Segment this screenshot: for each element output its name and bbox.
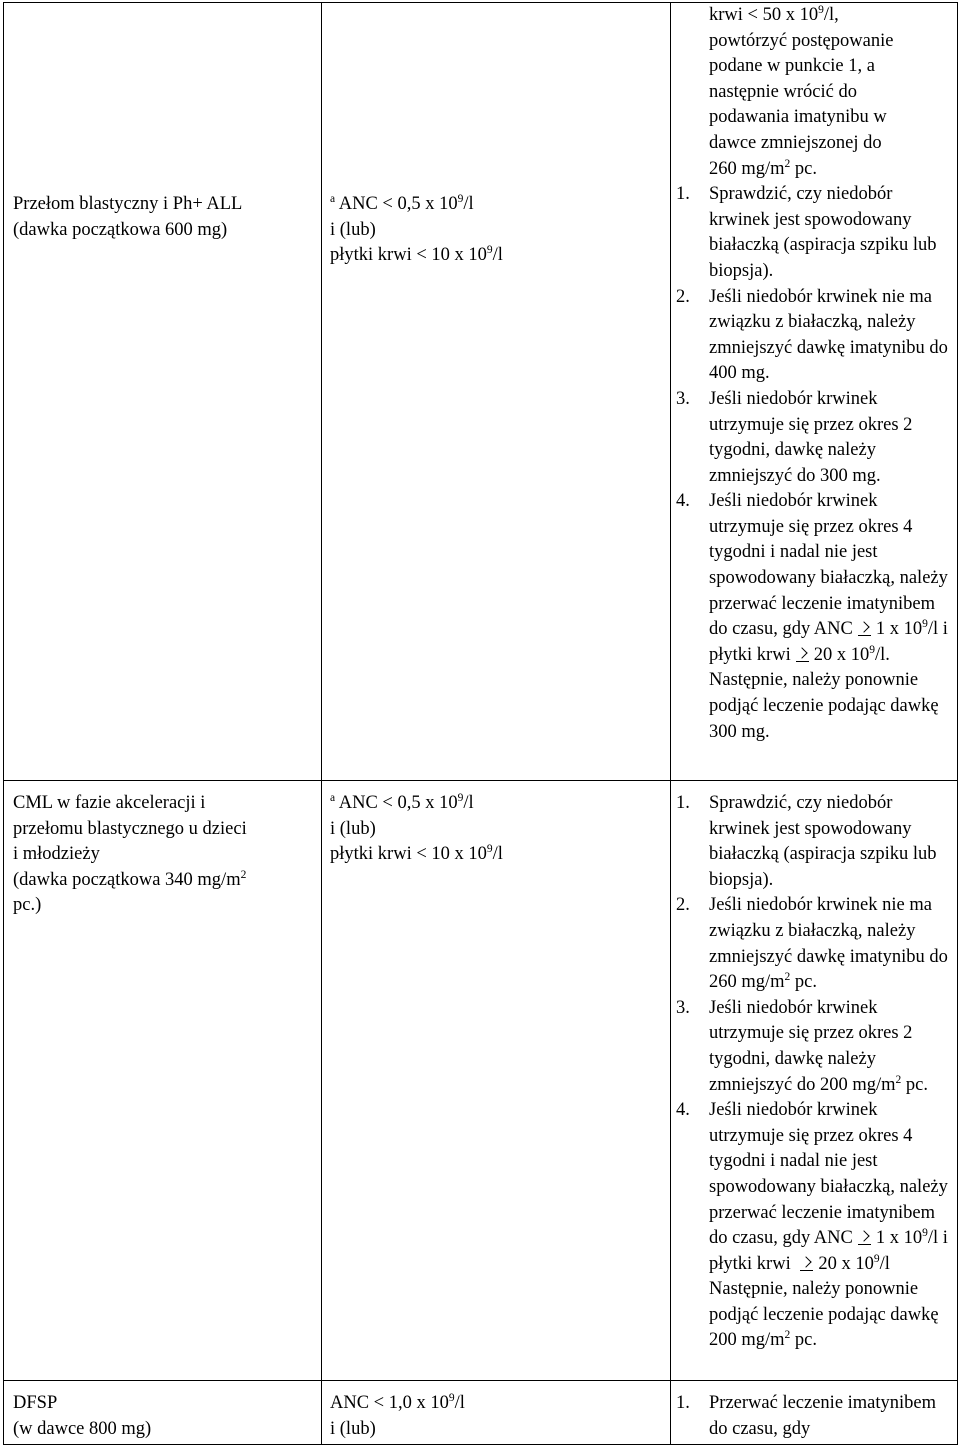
toxicity-cell: [322, 781, 671, 1381]
anc-threshold: $^a$ ANC < 0,5 x $10^9/l$: [330, 193, 474, 214]
list-item: 1. Sprawdzić, czy niedobór krwinek jest spowodowany białaczką (aspiracja szpiku lub biopsja).: [676, 184, 937, 281]
greater-equal-icon: [796, 648, 809, 662]
and-or-label: i (lub): [330, 818, 376, 839]
anc-threshold: ANC < 1,0 x $10^9/l$: [330, 1392, 465, 1413]
table-row: [4, 3, 958, 781]
greater-equal-icon: [800, 1257, 813, 1271]
action-cell: [671, 1381, 958, 1445]
list-item: 1. Przerwać leczenie imatynibem do czasu, gdy: [676, 1393, 937, 1439]
list-item: 2. Jeśli niedobór krwinek nie ma związku z białaczką, należy zmniejszyć dawkę imatynibu do 400 mg.: [676, 286, 948, 384]
dose-adjustment-table: [3, 2, 958, 1445]
table-row: [4, 781, 958, 1381]
platelet-threshold: płytki krwi < 10 x $10^9/l$: [330, 843, 503, 865]
indication-line: DFSP: [13, 1393, 58, 1413]
greater-equal-icon: [858, 1231, 871, 1245]
indication-line: przełomu blastycznego u dzieci: [13, 818, 247, 839]
action-steps: [671, 1391, 955, 1442]
toxicity-cell: [322, 1381, 671, 1445]
action-steps: [671, 182, 955, 745]
indication-line: (w dawce 800 mg): [13, 1418, 152, 1439]
and-or-label: i (lub): [330, 1418, 376, 1439]
action-cell: [671, 3, 958, 781]
anc-threshold: $^a$ ANC < 0,5 x $10^9/l$: [330, 792, 474, 813]
table-row: [4, 1381, 958, 1445]
list-item: 4. Jeśli niedobór krwinek utrzymuje się przez okres 4 tygodni i nadal nie jest spowodowany białaczką, należy przerwać leczenie imatynibem do czasu, gdy ANC 1 x $10^9/l$ i płytki krwi 20 x $10^9/l$ Następnie, należy ponownie podjąć leczenie podając dawkę 200 $mg/m^2$ pc.: [676, 1100, 948, 1351]
indication-cell: [4, 1381, 322, 1445]
action-cell: [671, 781, 958, 1381]
indication-line: (dawka początkowa 340 $mg/m^2$: [13, 868, 247, 890]
list-item: 4. Jeśli niedobór krwinek utrzymuje się przez okres 4 tygodni i nadal nie jest spowodowany białaczką, należy przerwać leczenie imatynibem do czasu, gdy ANC 1 x $10^9/l$ i płytki krwi 20 x $10^9/l$. Następnie, należy ponownie podjąć leczenie podając dawkę 300 mg.: [676, 491, 948, 742]
indication-line: pc.): [13, 895, 42, 916]
indication-cell: [4, 3, 322, 781]
indication-line: (dawka początkowa 600 mg): [13, 219, 228, 240]
indication-line: CML w fazie akceleracji i: [13, 793, 206, 813]
platelet-threshold: płytki krwi < 10 x $10^9/l$: [330, 244, 503, 266]
list-item: 1. Sprawdzić, czy niedobór krwinek jest spowodowany białaczką (aspiracja szpiku lub biopsja).: [676, 793, 937, 890]
greater-equal-icon: [858, 622, 871, 636]
and-or-label: i (lub): [330, 219, 376, 240]
list-item: 2. Jeśli niedobór krwinek nie ma związku z białaczką, należy zmniejszyć dawkę imatynibu do 260 $mg/m^2$ pc.: [676, 895, 948, 993]
list-item: 3. Jeśli niedobór krwinek utrzymuje się przez okres 2 tygodni, dawkę należy zmniejszyć do 300 mg.: [676, 388, 913, 486]
indication-cell: [4, 781, 322, 1381]
action-steps: [671, 791, 955, 1354]
indication-line: Przełom blastyczny i Ph+ ALL: [13, 194, 243, 214]
indication-line: i młodzieży: [13, 844, 100, 865]
toxicity-cell: [322, 3, 671, 781]
list-item: 3. Jeśli niedobór krwinek utrzymuje się przez okres 2 tygodni, dawkę należy zmniejszyć do 200 $mg/m^2$ pc.: [676, 997, 928, 1095]
continued-instruction: krwi < 50 x $10^9/l$, powtórzyć postępowanie podane w punkcie 1, a następnie wrócić do podawania imatynibu w dawce zmniejszonej do 260 $mg/m^2$ pc.: [709, 4, 894, 179]
